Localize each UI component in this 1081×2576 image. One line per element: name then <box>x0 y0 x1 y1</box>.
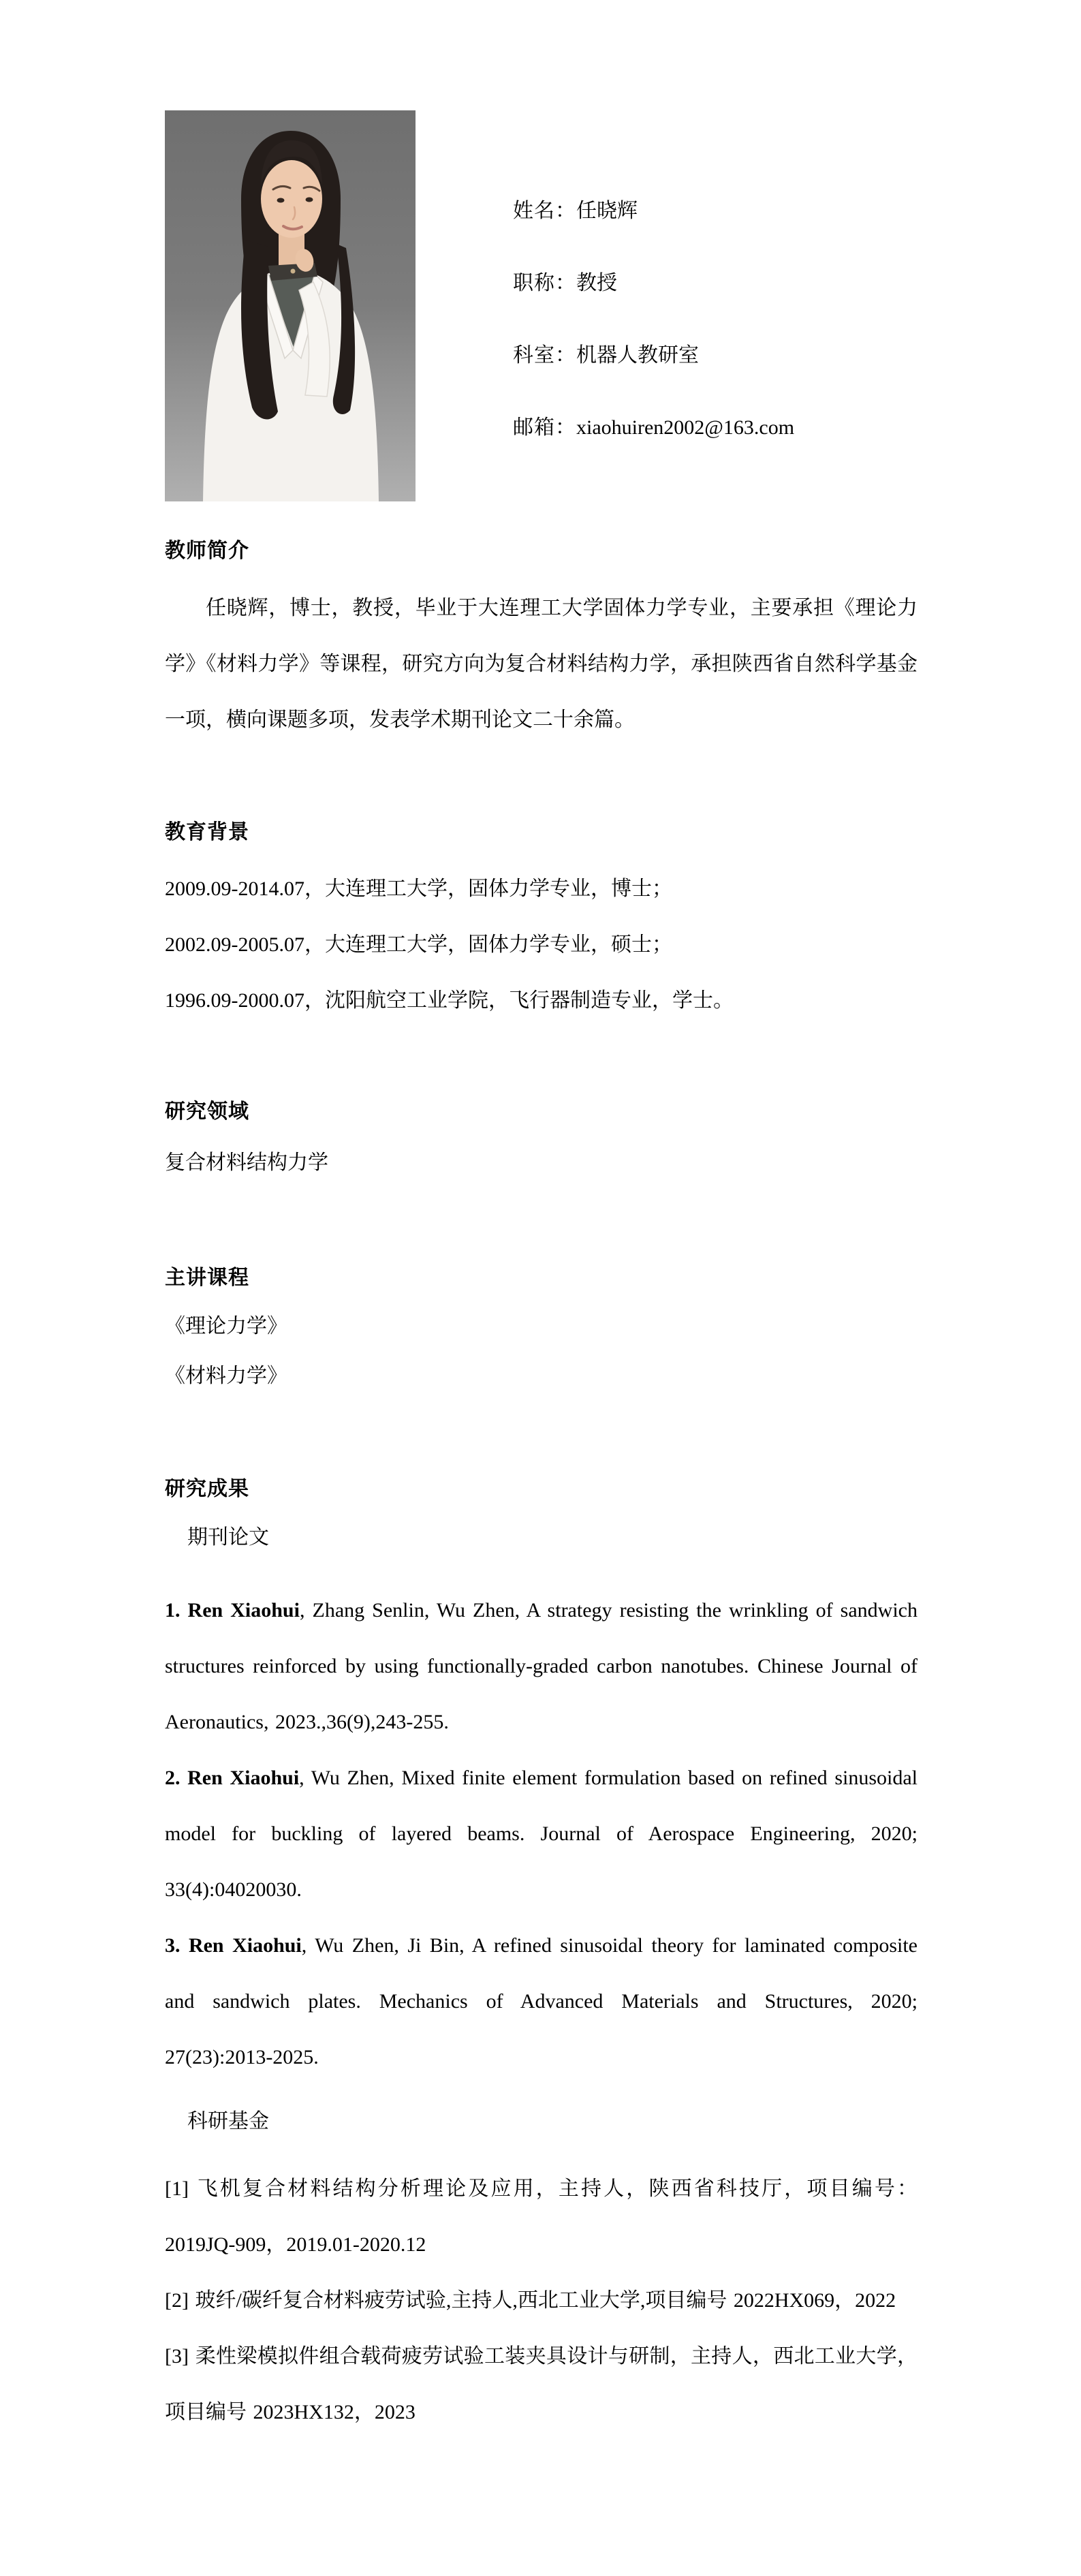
section-heading-education: 教育背景 <box>165 821 249 843</box>
course-item: 《理论力学》 <box>165 1315 287 1337</box>
section-heading-achievements: 研究成果 <box>165 1478 249 1500</box>
paper-item <box>165 1583 918 1750</box>
education-item: 2002.09-2005.07，大连理工大学，固体力学专业，硕士； <box>165 933 672 956</box>
email-label: 邮箱： <box>513 416 576 439</box>
profile-info <box>416 110 794 488</box>
section-heading-research: 研究领域 <box>165 1100 249 1123</box>
info-row-name <box>513 199 794 223</box>
paper-author-lead: 3. Ren Xiaohui <box>165 1934 302 1957</box>
name-value: 任晓辉 <box>576 200 638 222</box>
paper-author-lead: 2. Ren Xiaohui <box>165 1767 300 1789</box>
paper-citation: , Wu Zhen, Mixed finite element formulation based on refined sinusoidal model for buckling of layered beams. Journal of Aerospace Engineering, 2020; 33(4):04020030. <box>165 1767 918 1901</box>
department-label: 科室： <box>513 344 576 367</box>
education-list <box>165 861 918 1029</box>
education-item: 2009.09-2014.07，大连理工大学，固体力学专业，博士； <box>165 878 672 900</box>
fund-item: [3] 柔性梁模拟件组合载荷疲劳试验工装夹具设计与研制，主持人，西北工业大学，项目编号 2023HX132，2023 <box>165 2345 918 2423</box>
info-row-email <box>513 416 794 440</box>
section-heading-courses: 主讲课程 <box>165 1267 249 1289</box>
fund-list <box>165 2161 918 2440</box>
section-heading-intro: 教师简介 <box>165 540 249 562</box>
education-item: 1996.09-2000.07，沈阳航空工业学院，飞行器制造专业，学士。 <box>165 989 734 1012</box>
fund-item: [1] 飞机复合材料结构分析理论及应用，主持人，陕西省科技厅，项目编号：2019JQ-909，2019.01-2020.12 <box>165 2177 918 2256</box>
paper-item <box>165 1750 918 1918</box>
title-label: 职称： <box>513 272 576 294</box>
course-list <box>165 1301 918 1401</box>
research-list <box>165 1135 918 1191</box>
info-row-department <box>513 343 794 368</box>
fund-item: [2] 玻纤/碳纤复合材料疲劳试验,主持人,西北工业大学,项目编号 2022HX069，2022 <box>165 2289 896 2312</box>
name-label: 姓名： <box>513 200 576 222</box>
info-row-title <box>513 271 794 296</box>
paper-list <box>165 1583 918 2085</box>
course-item: 《材料力学》 <box>165 1365 287 1387</box>
paper-citation: , Zhang Senlin, Wu Zhen, A strategy resisting the wrinkling of sandwich structures reinforced by using functionally-graded carbon nanotubes. Chinese Journal of Aeronautics, 2023.,36(9),243-255. <box>165 1599 918 1733</box>
intro-paragraph: 任晓辉，博士，教授，毕业于大连理工大学固体力学专业，主要承担《理论力学》《材料力学》等课程，研究方向为复合材料结构力学，承担陕西省自然科学基金一项，横向课题多项，发表学术期刊论文二十余篇。 <box>165 597 918 731</box>
research-funds-subheading: 科研基金 <box>187 2110 269 2132</box>
portrait-illustration <box>165 110 416 501</box>
paper-citation: , Wu Zhen, Ji Bin, A refined sinusoidal theory for laminated composite and sandwich plates. Mechanics of Advanced Materials and Structures, 2020; 27(23):2013-2025. <box>165 1934 918 2068</box>
title-value: 教授 <box>576 272 617 294</box>
journal-papers-subheading: 期刊论文 <box>187 1526 269 1549</box>
profile-header <box>165 110 918 501</box>
research-item: 复合材料结构力学 <box>165 1151 328 1174</box>
department-value: 机器人教研室 <box>576 344 699 367</box>
profile-photo <box>165 110 416 501</box>
email-value: xiaohuiren2002@163.com <box>576 416 795 439</box>
paper-author-lead: 1. Ren Xiaohui <box>165 1599 300 1621</box>
paper-item <box>165 1918 918 2085</box>
